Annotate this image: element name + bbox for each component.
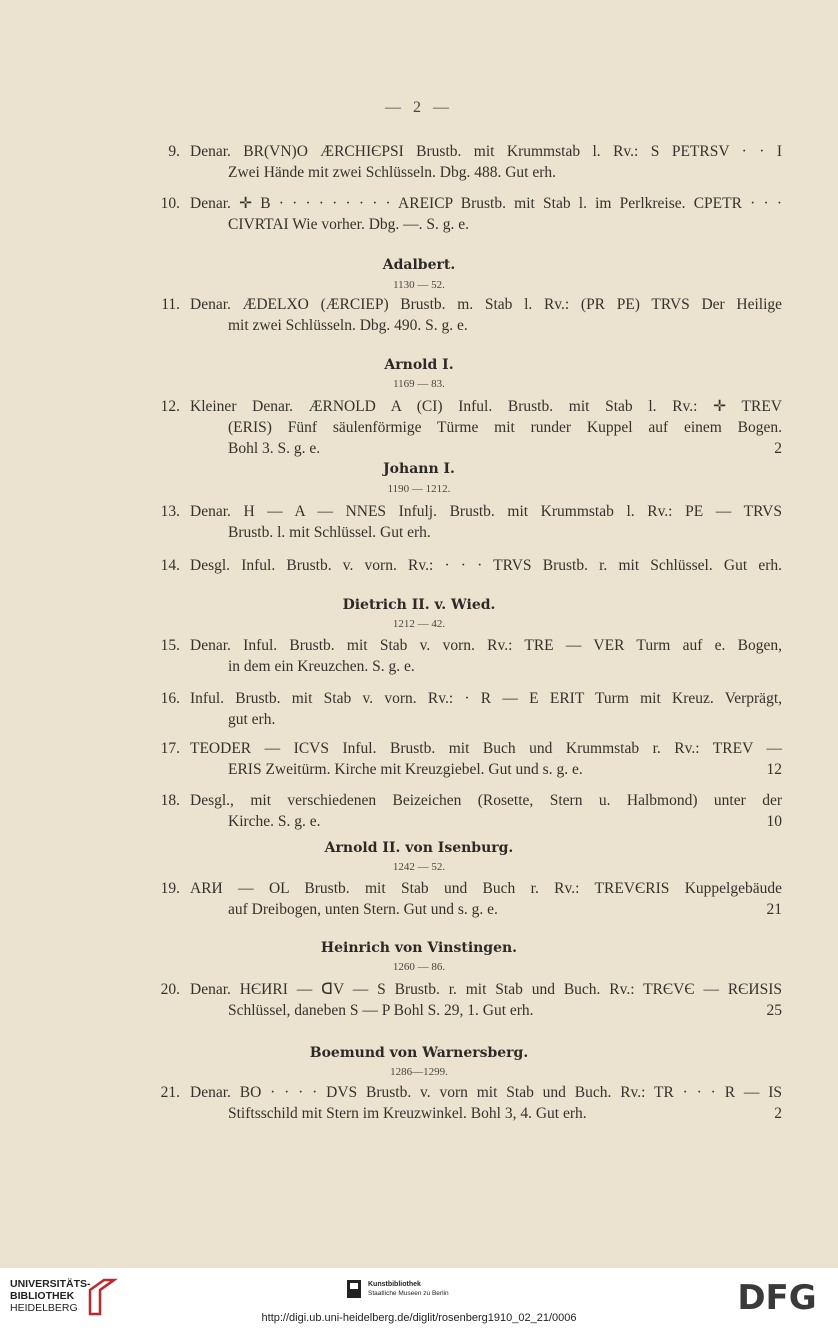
- entry-line: in dem ein Kreuzchen. S. g. e.: [228, 658, 415, 675]
- entry-number: 12.: [160, 398, 180, 415]
- entry-number: 16.: [160, 690, 180, 707]
- kunstbibliothek-logo[interactable]: [368, 1280, 449, 1298]
- entry-line: ARИ — OL Brustb. mit Stab und Buch r. Rv.: TREVЄRIS Kuppelgebäude: [190, 880, 782, 897]
- section-years: 1212 — 42.: [392, 618, 446, 630]
- entry-number: 9.: [168, 143, 180, 160]
- entry-price: 2: [774, 440, 782, 457]
- footer-bar: [0, 1268, 838, 1328]
- logo-text: Kunstbibliothek: [368, 1281, 421, 1288]
- entry-line: Kirche. S. g. e.: [228, 813, 321, 830]
- entry-line: Bohl 3. S. g. e.: [228, 440, 321, 457]
- entry-line: mit zwei Schlüsseln. Dbg. 490. S. g. e.: [228, 317, 468, 334]
- section-heading: Arnold II. von Isenburg.: [324, 840, 514, 856]
- section-heading: Boemund von Warnersberg.: [309, 1045, 529, 1061]
- dfg-logo[interactable]: [730, 1278, 824, 1314]
- section-heading: Dietrich II. v. Wied.: [342, 597, 496, 613]
- entry-line: (ERIS) Fünf säulenförmige Türme mit runder Kuppel auf einem Bogen.: [228, 419, 782, 436]
- section-years: 1260 — 86.: [392, 961, 446, 973]
- section-heading: Adalbert.: [382, 257, 456, 273]
- library-emblem-icon: [86, 1276, 118, 1316]
- entry-number: 10.: [160, 195, 180, 212]
- entry-line: Denar. HЄИRI — ᗡV — S Brustb. r. mit Stab und Buch. Rv.: TRЄVЄ — RЄИSIS: [190, 981, 782, 998]
- dfg-text: DFG: [737, 1278, 817, 1314]
- entry-line: Desgl., mit verschiedenen Beizeichen (Rosette, Stern u. Halbmond) unter der: [190, 792, 782, 809]
- entry-line: gut erh.: [228, 711, 276, 728]
- entry-number: 19.: [160, 880, 180, 897]
- entry-line: auf Dreibogen, unten Stern. Gut und s. g. e.: [228, 901, 498, 918]
- page-number: — 2 —: [385, 99, 453, 116]
- section-years: 1190 — 1212.: [387, 483, 451, 495]
- logo-text: UNIVERSITÄTS-: [10, 1278, 91, 1290]
- entry-price: 25: [766, 1002, 782, 1019]
- logo-text: HEIDELBERG: [10, 1302, 78, 1314]
- entry-line: CIVRTAI Wie vorher. Dbg. —. S. g. e.: [228, 216, 470, 233]
- entry-line: Denar. H — A — NNES Infulj. Brustb. mit Krummstab l. Rv.: PE — TRVS: [190, 503, 782, 520]
- entry-line: Denar. Inful. Brustb. mit Stab v. vorn. Rv.: TRE — VER Turm auf e. Bogen,: [190, 637, 782, 654]
- entry-line: Denar. ✛ B · · · · · · · · · AREICP Brustb. mit Stab l. im Perlkreise. CPETR · · ·: [190, 195, 782, 212]
- entry-line: Brustb. l. mit Schlüssel. Gut erh.: [228, 524, 431, 541]
- section-years: 1130 — 52.: [393, 279, 445, 291]
- entry-number: 11.: [161, 296, 180, 313]
- entry-number: 17.: [160, 740, 180, 757]
- section-heading: Arnold I.: [384, 357, 454, 373]
- entry-line: Denar. ÆDELXO (ÆRCIEP) Brustb. m. Stab l. Rv.: (PR PE) TRVS Der Heilige: [190, 296, 782, 313]
- entry-line: Zwei Hände mit zwei Schlüsseln. Dbg. 488. Gut erh.: [228, 164, 557, 181]
- section-years: 1169 — 83.: [393, 378, 445, 390]
- entry-number: 18.: [160, 792, 180, 809]
- entry-line: Inful. Brustb. mit Stab v. vorn. Rv.: · R — E ERIT Turm mit Kreuz. Verprägt,: [190, 690, 782, 707]
- entry-price: 12: [766, 761, 782, 778]
- entry-line: Denar. BR(VN)O ÆRCHIЄPSI Brustb. mit Krummstab l. Rv.: S PETRSV · · I: [190, 143, 782, 160]
- entry-line: TEODER — ICVS Inful. Brustb. mit Buch und Krummstab r. Rv.: TREV —: [190, 740, 782, 757]
- entry-line: Desgl. Inful. Brustb. v. vorn. Rv.: · · · TRVS Brustb. r. mit Schlüssel. Gut erh.: [190, 557, 782, 574]
- entry-line: Stiftsschild mit Stern im Kreuzwinkel. Bohl 3, 4. Gut erh.: [228, 1105, 587, 1122]
- entry-line: Denar. BO · · · · DVS Brustb. v. vorn mit Stab und Buch. Rv.: TR · · · R — IS: [190, 1084, 782, 1101]
- entry-price: 10: [766, 813, 782, 830]
- entry-line: Schlüssel, daneben S — P Bohl S. 29, 1. Gut erh.: [228, 1002, 534, 1019]
- section-heading: Johann I.: [383, 461, 455, 477]
- source-url-link[interactable]: http://digi.ub.uni-heidelberg.de/diglit/rosenberg1910_02_21/0006: [261, 1312, 577, 1324]
- entry-line: ERIS Zweitürm. Kirche mit Kreuzgiebel. Gut und s. g. e.: [228, 761, 583, 778]
- entry-number: 14.: [160, 557, 180, 574]
- entry-line: Kleiner Denar. ÆRNOLD A (CI) Inful. Brustb. mit Stab l. Rv.: ✛ TREV: [190, 398, 782, 415]
- entry-number: 20.: [160, 981, 180, 998]
- section-heading: Heinrich von Vinstingen.: [320, 940, 518, 956]
- entry-number: 13.: [160, 503, 180, 520]
- entry-number: 15.: [160, 637, 180, 654]
- entry-price: 2: [774, 1105, 782, 1122]
- section-years: 1286—1299.: [390, 1066, 448, 1078]
- section-years: 1242 — 52.: [392, 861, 446, 873]
- logo-text: BIBLIOTHEK: [10, 1290, 75, 1302]
- entry-price: 21: [766, 901, 782, 918]
- kunstbibliothek-icon: [346, 1279, 362, 1299]
- entry-number: 21.: [160, 1084, 180, 1101]
- university-library-logo[interactable]: [10, 1278, 91, 1314]
- logo-text: Staatliche Museen zu Berlin: [368, 1290, 449, 1297]
